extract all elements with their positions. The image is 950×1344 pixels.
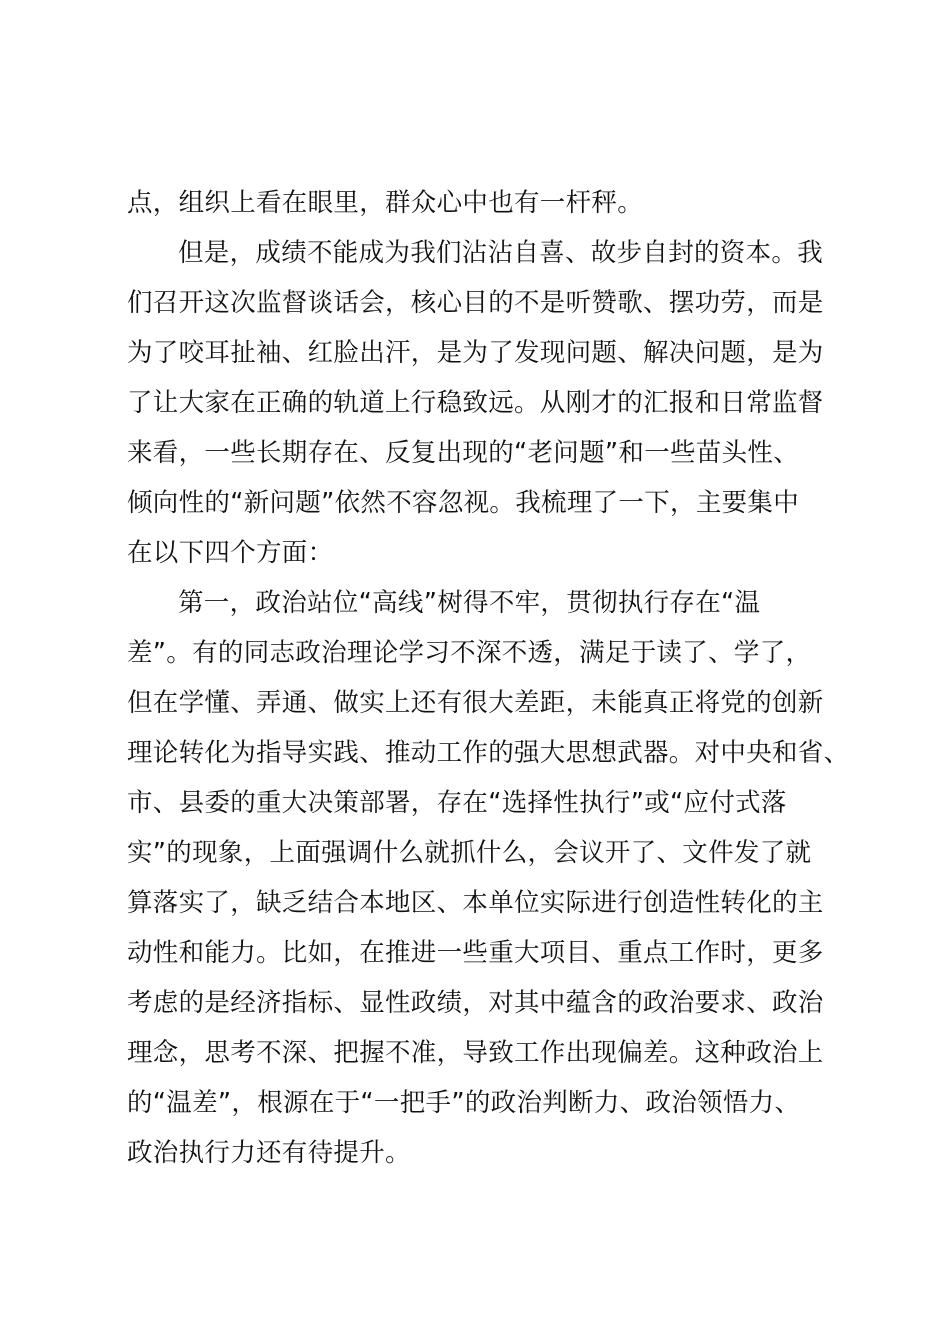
text-line: 为了咬耳扯袖、红脸出汗，是为了发现问题、解决问题，是为: [127, 338, 824, 368]
text-line: 点，组织上看在眼里，群众心中也有一杆秤。: [127, 188, 644, 218]
text-line: 在以下四个方面：: [127, 538, 334, 568]
text-line: 差”。有的同志政治理论学习不深不透，满足于读了、学了，: [127, 638, 812, 668]
text-line: 实”的现象，上面强调什么就抓什么，会议开了、文件发了就: [127, 838, 812, 868]
text-line: 理论转化为指导实践、推动工作的强大思想武器。对中央和省、: [127, 738, 850, 768]
text-line: 市、县委的重大决策部署，存在“选择性执行”或“应付式落: [127, 788, 787, 818]
text-line: 来看，一些长期存在、反复出现的“老问题”和一些苗头性、: [127, 438, 800, 468]
text-line: 们召开这次监督谈话会，核心目的不是听赞歌、摆功劳，而是: [127, 288, 824, 318]
body-text: [127, 178, 850, 1178]
text-line: 理念，思考不深、把握不准，导致工作出现偏差。这种政治上: [127, 1038, 824, 1068]
paragraph-first-line: 但是，成绩不能成为我们沾沾自喜、故步自封的资本。我: [178, 238, 824, 268]
text-line: 了让大家在正确的轨道上行稳致远。从刚才的汇报和日常监督: [127, 388, 824, 418]
text-line: 政治执行力还有待提升。: [127, 1138, 411, 1168]
text-line: 算落实了，缺乏结合本地区、本单位实际进行创造性转化的主: [127, 888, 824, 918]
text-line: 倾向性的“新问题”依然不容忽视。我梳理了一下，主要集中: [127, 488, 800, 518]
text-line: 动性和能力。比如，在推进一些重大项目、重点工作时，更多: [127, 938, 824, 968]
text-line: 的“温差”，根源在于“一把手”的政治判断力、政治领悟力、: [127, 1088, 801, 1118]
text-line: 考虑的是经济指标、显性政绩，对其中蕴含的政治要求、政治: [127, 988, 824, 1018]
text-line: 但在学懂、弄通、做实上还有很大差距，未能真正将党的创新: [127, 688, 824, 718]
paragraph-first-line: 第一，政治站位“高线”树得不牢，贯彻执行存在“温: [178, 588, 761, 618]
